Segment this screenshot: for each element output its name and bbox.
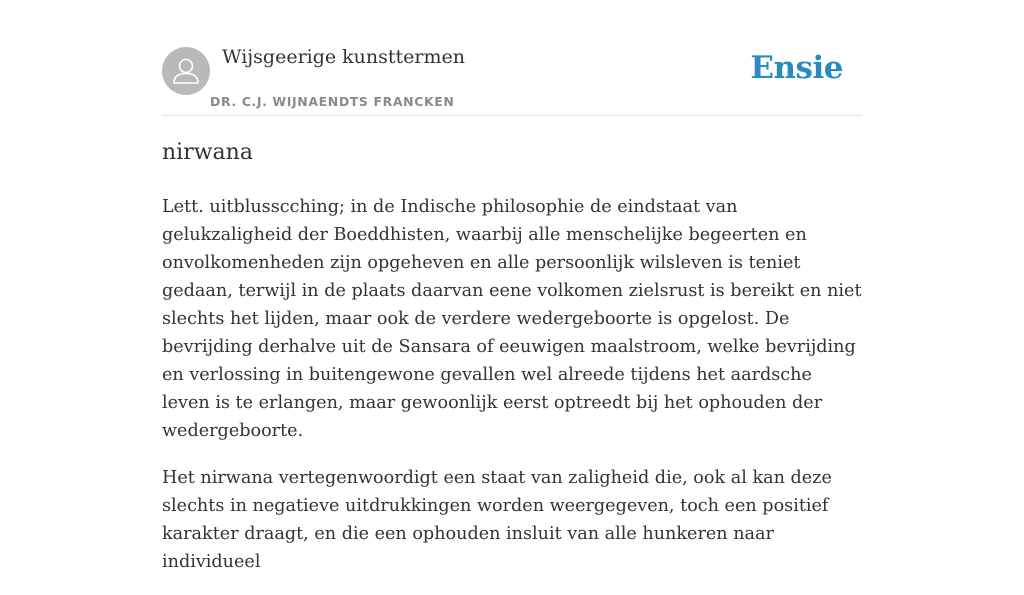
- book-title[interactable]: Wijsgeerige kunsttermen: [222, 46, 466, 68]
- entry-paragraph: Het nirwana vertegenwoordigt een staat van zaligheid die, ook al kan deze slechts in negatieve uitdrukkingen worden weergegeven, toch een positief karakter draagt, en die een ophouden insluit van alle hunkeren naar individueel: [162, 468, 832, 572]
- author-name[interactable]: DR. C.J. WIJNAENDTS FRANCKEN: [210, 94, 455, 109]
- entry-title: nirwana: [162, 140, 253, 165]
- author-avatar[interactable]: [162, 47, 210, 95]
- content-container: [162, 0, 862, 572]
- entry-paragraph: Lett. uitblusscching; in de Indische philosophie de eindstaat van gelukzaligheid der Boeddhisten, waarbij alle menschelijke begeerten en onvolkomenheden zijn opgeheven en alle persoonlijk wilsleven is teniet gedaan, terwijl in de plaats daarvan eene volkomen zielsrust is bereikt en niet slechts het lijden, maar ook de verdere wedergeboorte is opgelost. De bevrijding derhalve uit de Sansara of eeuwigen maalstroom, welke bevrijding en verlossing in buitengewone gevallen wel alreede tijdens het aardsche leven is te erlangen, maar gewoonlijk eerst optreedt bij het ophouden der wedergeboorte.: [162, 197, 862, 441]
- entry-body: [162, 193, 862, 595]
- brand-logo[interactable]: Ensie: [750, 50, 843, 86]
- header: [162, 0, 862, 116]
- user-silhouette-icon: [162, 47, 210, 95]
